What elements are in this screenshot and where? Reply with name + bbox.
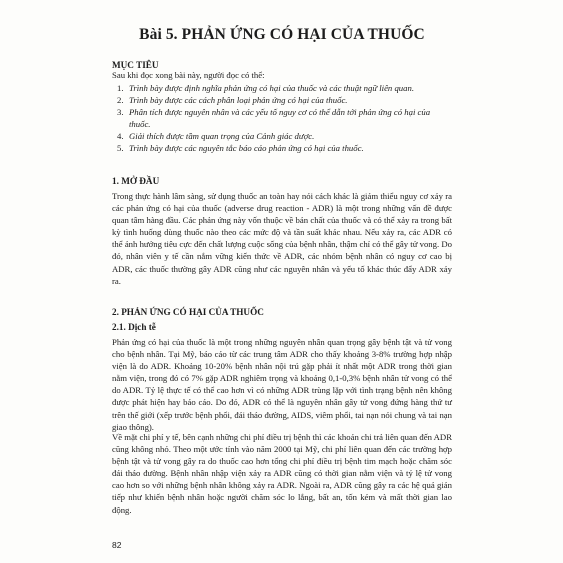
objective-item [112,82,452,94]
objective-item [112,94,452,106]
objective-item [112,106,452,130]
objective-text: Giải thích được tầm quan trọng của Cảnh giác dược. [129,131,315,142]
section2-paragraph2: Về mặt chi phí y tế, bên cạnh những chi phí điều trị bệnh thì các khoản chi trả liên quan đến ADR cũng không nhỏ. Theo một ước tính vào năm 2000 tại Mỹ, chi phí liên quan đến các trường hợp bệnh tật và tử vong gây ra do thuốc cao hơn tổng chi phí điều trị bệnh tim mạch hoặc chăm sóc đái tháo đường. Bệnh nhân nhập viện xảy ra ADR cũng có thời gian nằm viện và tỷ lệ tử vong cao hơn so với những bệnh nhân không xảy ra ADR. Ngoài ra, ADR cũng gây ra các hệ quả gián tiếp như khiến bệnh nhân hoặc người chăm sóc lo lắng, bất an, tốn kém và mất thời gian lao động. [112,432,452,515]
chapter-title: Bài 5. PHẢN ỨNG CÓ HẠI CỦA THUỐC [139,26,425,43]
objective-text: Phân tích được nguyên nhân và các yếu tố nguy cơ có thể dẫn tới phản ứng có hại của thuốc. [129,107,431,130]
section1-paragraph: Trong thực hành lâm sàng, sử dụng thuốc an toàn hay nói cách khác là giảm thiểu nguy cơ xảy ra các phản ứng có hại của thuốc (adverse drug reaction - ADR) là một trong những vấn đề được quan tâm hàng đầu. Các phản ứng này vốn thuộc về bản chất của thuốc và có thể xảy ra trong bất kỳ tình huống dùng thuốc nào theo các mức độ và tần suất khác nhau. Nếu xảy ra, các ADR có thể ảnh hưởng tiêu cực đến chất lượng cuộc sống của bệnh nhân, thậm chí có thể gây tử vong. Do đó, nhân viên y tế cần nắm vững kiến thức về ADR, các nhóm bệnh nhân có nguy cơ cao bị ADR, các thuốc thường gây ADR cũng như các nguyên nhân và yếu tố khác thúc đẩy ADR xảy ra. [112,191,452,286]
objective-number: 4. [117,131,124,142]
objective-text: Trình bày được định nghĩa phản ứng có hại của thuốc và các thuật ngữ liên quan. [129,83,414,93]
objectives-heading: MỤC TIÊU [112,60,159,70]
objective-number: 5. [117,143,124,154]
section1-heading: 1. MỞ ĐẦU [112,176,160,186]
section2-1-heading: 2.1. Dịch tễ [112,322,156,332]
objective-item [112,142,452,154]
objective-text: Trình bày được các nguyên tắc báo cáo phản ứng có hại của thuốc. [129,143,364,154]
objective-number: 1. [117,83,124,93]
objective-number: 3. [117,107,124,118]
objective-text: Trình bày được các cách phân loại phản ứng có hại của thuốc. [129,95,348,106]
objectives-intro: Sau khi đọc xong bài này, người đọc có thể: [112,70,265,80]
objective-item [112,130,452,142]
page-number: 82 [112,540,122,550]
section2-paragraph1: Phản ứng có hại của thuốc là một trong những nguyên nhân quan trọng gây bệnh tật và tử vong cho bệnh nhân. Tại Mỹ, báo cáo từ các trung tâm ADR cho thấy khoảng 3-8% trường hợp nhập viện là do ADR. Khoảng 10-20% bệnh nhân nội trú gặp phải ít nhất một ADR trong thời gian nằm viện, trong đó có 7% gặp ADR nghiêm trọng và khoảng 0,1-0,3% bệnh nhân tử vong có thể do ADR. Tỷ lệ thực tế có thể cao hơn vì có những ADR trùng lặp với tình trạng bệnh nên không được phát hiện hay báo cáo. Do đó, ADR có thể là nguyên nhân gây tử vong đứng hàng thứ tư trên thế giới (xếp trước bệnh phổi, đái tháo đường, AIDS, viêm phổi, tai nạn nói chung và tai nạn giao thông). [112,337,452,432]
section2-heading: 2. PHẢN ỨNG CÓ HẠI CỦA THUỐC [112,307,264,317]
objective-number: 2. [117,95,124,106]
objectives-list [112,82,452,155]
